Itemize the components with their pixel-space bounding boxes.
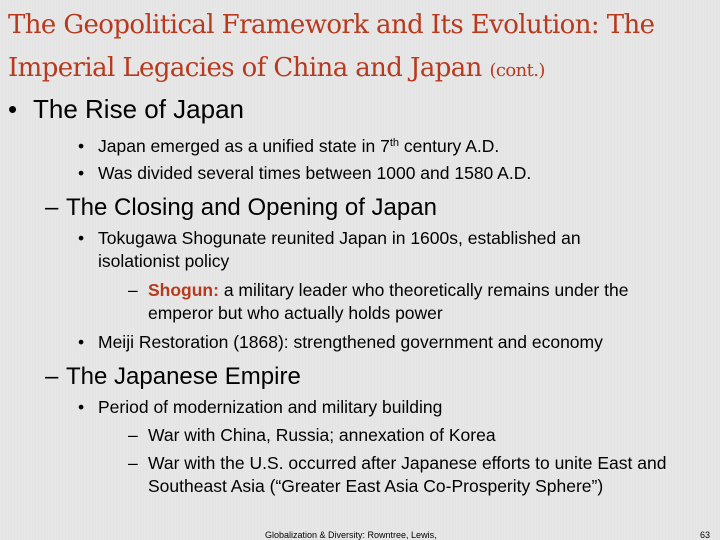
list-item (78, 135, 638, 158)
bullet-icon: • (78, 332, 85, 352)
sub-list-item (128, 424, 688, 447)
slide-title-suffix: (cont.) (489, 60, 545, 81)
list-item-text: Was divided several times between 1000 and 1580 A.D. (98, 163, 532, 183)
bullet-icon: • (78, 136, 85, 156)
subheading-japanese-empire (45, 363, 301, 391)
heading-rise-of-japan (8, 94, 244, 125)
heading-text: The Rise of Japan (33, 94, 245, 124)
dash-icon: – (128, 453, 138, 473)
term-definition: a military leader who theoretically remains under the emperor but who actually holds power (148, 280, 629, 323)
bullet-icon: • (78, 397, 85, 417)
list-item (78, 396, 638, 419)
bullet-icon: • (78, 163, 85, 183)
sub-list-item (128, 452, 703, 498)
bullet-icon: • (78, 228, 85, 248)
slide-title-main: The Geopolitical Framework and Its Evolution: The Imperial Legacies of China and Japan (8, 10, 655, 83)
list-item (78, 162, 638, 185)
sub-list-item (128, 279, 698, 325)
list-item (78, 227, 658, 273)
list-item-text: Tokugawa Shogunate reunited Japan in 1600s, established an isolationist policy (98, 228, 581, 271)
list-item-text: Japan emerged as a unified state in 7th century A.D. (98, 136, 500, 156)
dash-icon: – (128, 425, 138, 445)
bullet-icon: • (8, 94, 18, 124)
list-item-text: Period of modernization and military building (98, 397, 443, 417)
list-item-text: Meiji Restoration (1868): strengthened government and economy (98, 332, 603, 352)
term-shogun: Shogun: (148, 280, 219, 300)
subheading-text: The Japanese Empire (66, 363, 301, 390)
subheading-closing-opening (45, 194, 437, 222)
footer-source: Globalization & Diversity: Rowntree, Lewis, (265, 530, 437, 540)
dash-icon: – (45, 363, 59, 390)
dash-icon: – (128, 280, 138, 300)
dash-icon: – (45, 194, 59, 221)
sub-list-item-text (128, 279, 698, 325)
sub-list-item-text: War with China, Russia; annexation of Korea (148, 425, 496, 445)
page-number: 63 (700, 530, 711, 540)
sub-list-item-text: War with the U.S. occurred after Japanese efforts to unite East and Southeast Asia (“Greater East Asia Co-Prosperity Sphere”) (148, 453, 667, 496)
subheading-text: The Closing and Opening of Japan (66, 194, 437, 221)
list-item (78, 331, 698, 354)
slide-title (8, 4, 708, 92)
